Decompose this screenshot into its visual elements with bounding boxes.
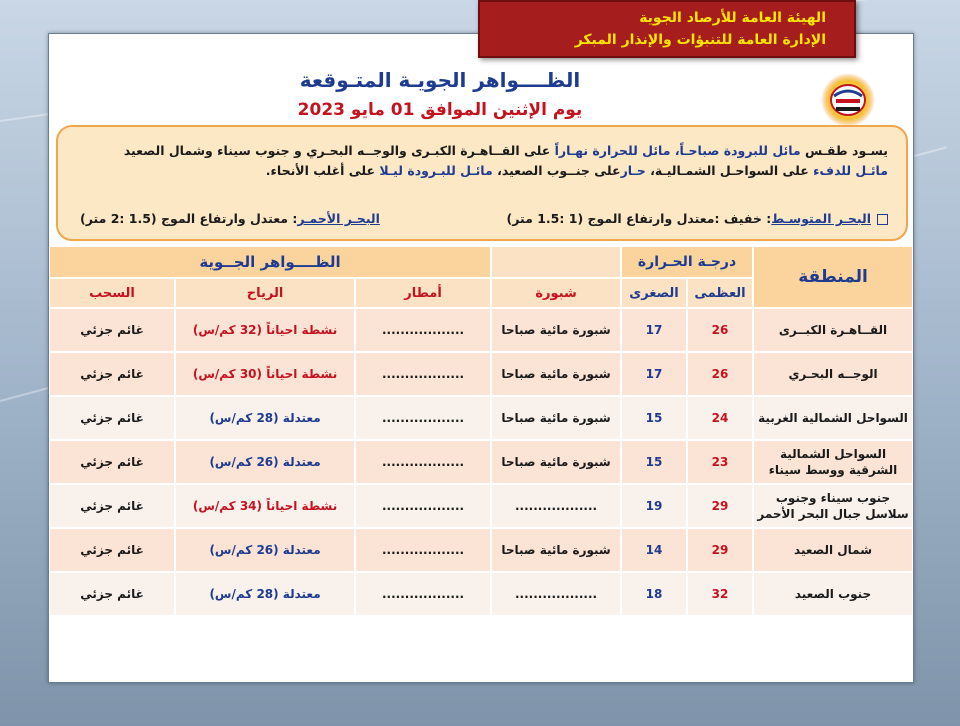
summary-text: على القــاهـرة الكبـرى والوجــه البحـري و جنوب سيناء وشمال الصعيد [123,143,555,158]
sea-label: البحـر الأحمـر [297,211,380,226]
cell-fog: شبورة مائية صباحا [492,309,620,351]
summary-highlight: مائـل للدفء [813,163,888,178]
header-max: العظمى [688,279,752,307]
cell-fog: شبورة مائية صباحا [492,353,620,395]
red-sea-status [80,209,380,229]
cell-fog: .................. [492,485,620,527]
table-row [50,485,912,527]
cell-region: شمال الصعيد [754,529,912,571]
cell-clouds: غائم جزئي [50,441,174,483]
cell-region: السواحل الشمالية الغربية [754,397,912,439]
cell-max: 29 [688,529,752,571]
cell-min: 15 [622,397,686,439]
cell-min: 15 [622,441,686,483]
cell-fog: شبورة مائية صباحا [492,441,620,483]
cell-max: 23 [688,441,752,483]
cell-min: 19 [622,485,686,527]
cell-region: جنوب سيناء وجنوب سلاسل جبال البحر الأحمر [754,485,912,527]
cell-clouds: غائم جزئي [50,353,174,395]
cell-region: القــاهـرة الكبــرى [754,309,912,351]
header-phenomena: الظــــواهر الجــوية [50,247,490,277]
header-spacer [492,247,620,277]
header-rain: أمطار [356,279,490,307]
authority-logo-icon [812,72,884,128]
cell-fog: شبورة مائية صباحا [492,397,620,439]
summary-highlight: مائل للحرارة نهـاراً [554,143,671,158]
summary-highlight: مائـل للبـرودة ليـلا [379,163,493,178]
forecast-table [48,245,914,617]
header-region: المنطقة [754,247,912,307]
cell-clouds: غائم جزئي [50,529,174,571]
cell-clouds: غائم جزئي [50,485,174,527]
cell-fog: .................. [492,573,620,615]
cell-max: 29 [688,485,752,527]
summary-text: على أغلب الأنحاء. [265,163,380,178]
cell-min: 14 [622,529,686,571]
cell-rain: .................. [356,485,490,527]
cell-rain: .................. [356,529,490,571]
cell-wind: معتدلة (26 كم/س) [176,529,354,571]
header-min: الصغرى [622,279,686,307]
cell-wind: معتدلة (28 كم/س) [176,397,354,439]
cell-wind: نشطة احياناً (34 كم/س) [176,485,354,527]
forecast-date: يوم الإثنين الموافق 01 مايو 2023 [297,100,583,120]
summary-text: يسـود طقـس [800,143,888,158]
header-wind: الرياح [176,279,354,307]
cell-max: 24 [688,397,752,439]
cell-rain: .................. [356,353,490,395]
banner-line-1: الهيئة العامة للأرصاد الجوية [639,10,826,26]
summary-text: على السواحـل الشمـاليـة، [645,163,814,178]
cell-region: السواحل الشمالية الشرقية ووسط سيناء [754,441,912,483]
cell-wind: معتدلة (26 كم/س) [176,441,354,483]
cell-fog: شبورة مائية صباحا [492,529,620,571]
checkbox-icon [877,214,888,225]
cell-wind: نشطة احياناً (32 كم/س) [176,309,354,351]
summary-text: على جنــوب الصعيد، [492,163,621,178]
summary-highlight: مائل للبرودة صباحـاً، [674,143,801,158]
cell-clouds: غائم جزئي [50,573,174,615]
header-fog: شبورة [492,279,620,307]
cell-min: 17 [622,309,686,351]
page-title: الظــــواهر الجويـة المتـوقعة [299,68,581,92]
summary-line-2 [76,161,888,181]
table-row [50,529,912,571]
sea-text: : معتدل وارتفاع الموج (1.5 :2 متر) [80,211,298,226]
cell-rain: .................. [356,573,490,615]
cell-clouds: غائم جزئي [50,397,174,439]
cell-max: 26 [688,309,752,351]
cell-wind: نشطة احياناً (30 كم/س) [176,353,354,395]
table-row [50,353,912,395]
mediterranean-sea-status [507,209,888,229]
sea-label: البحـر المتوسـط [771,211,871,226]
cell-min: 17 [622,353,686,395]
cell-region: الوجــه البحـري [754,353,912,395]
cell-wind: معتدلة (28 كم/س) [176,573,354,615]
header-temperature: درجـة الحـرارة [622,247,752,277]
cell-max: 32 [688,573,752,615]
table-row [50,397,912,439]
cell-max: 26 [688,353,752,395]
cell-rain: .................. [356,309,490,351]
summary-highlight: حـار [620,163,646,178]
summary-line-1 [76,141,888,161]
table-row [50,573,912,615]
table-row [50,309,912,351]
table-row [50,441,912,483]
cell-clouds: غائم جزئي [50,309,174,351]
cell-rain: .................. [356,397,490,439]
banner-line-2: الإدارة العامة للتنبؤات والإنذار المبكر [574,32,826,48]
cell-min: 18 [622,573,686,615]
cell-region: جنوب الصعيد [754,573,912,615]
header-clouds: السحب [50,279,174,307]
sea-text: : خفيف :معتدل وارتفاع الموج (1 :1.5 متر) [506,211,772,226]
authority-banner [478,0,856,58]
cell-rain: .................. [356,441,490,483]
weather-summary [56,125,908,241]
